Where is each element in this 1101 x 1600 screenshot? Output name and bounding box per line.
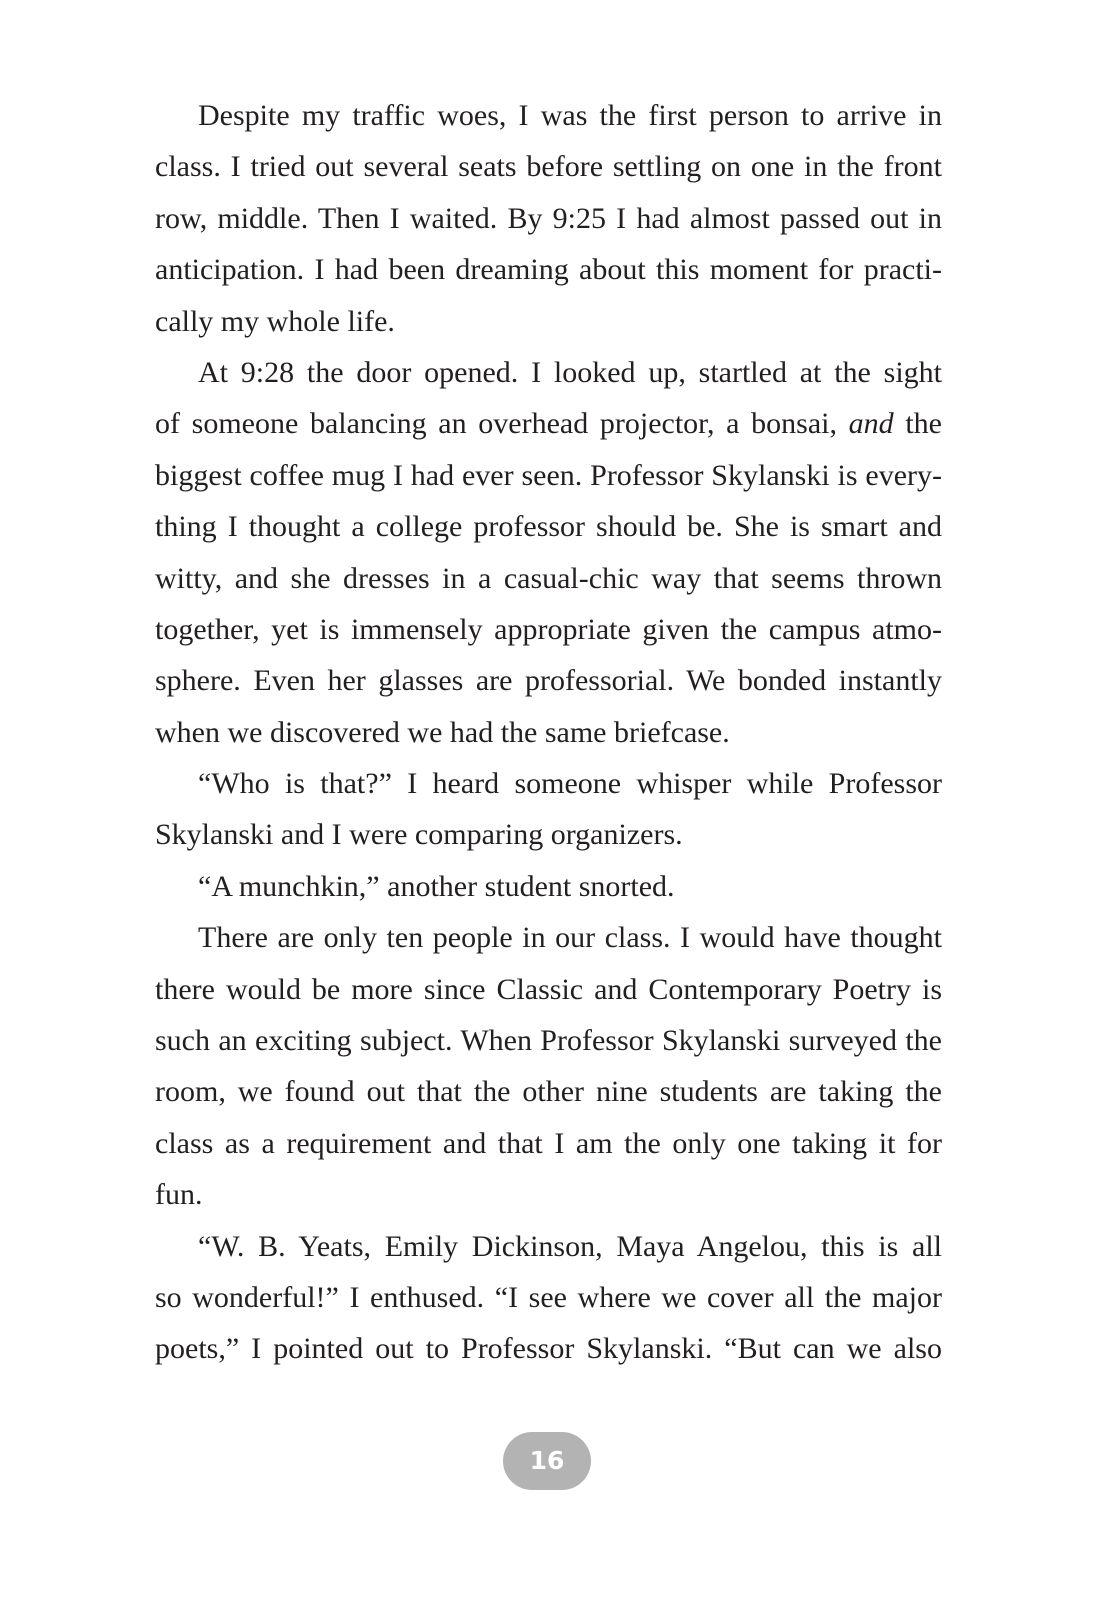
text-line: class as a requirement and that I am the only one taking it for (155, 1126, 942, 1160)
body-text (155, 90, 942, 1375)
text-line: of someone balancing an overhead projector, a bonsai, and the (155, 407, 942, 441)
text-line: anticipation. I had been dreaming about this moment for practi- (155, 253, 942, 287)
text-line: witty, and she dresses in a casual-chic way that seems thrown (155, 561, 942, 595)
text-line: together, yet is immensely appropriate given the campus atmo- (155, 612, 942, 646)
text-line: There are only ten people in our class. I would have thought (198, 921, 942, 955)
text-line: cally my whole life. (155, 304, 395, 338)
text-line: “Who is that?” I heard someone whisper while Professor (198, 767, 942, 801)
emphasis: and (848, 407, 894, 441)
text-line: At 9:28 the door opened. I looked up, startled at the sight (198, 355, 942, 389)
text-line: row, middle. Then I waited. By 9:25 I had almost passed out in (155, 201, 942, 235)
text-line: biggest coffee mug I had ever seen. Professor Skylanski is every- (155, 458, 942, 492)
text-line: such an exciting subject. When Professor Skylanski surveyed the (155, 1024, 942, 1058)
text-line: room, we found out that the other nine students are taking the (155, 1075, 942, 1109)
text-line: “W. B. Yeats, Emily Dickinson, Maya Angelou, this is all (198, 1229, 942, 1263)
text-line: so wonderful!” I enthused. “I see where we cover all the major (155, 1280, 942, 1314)
text-line: fun. (155, 1178, 203, 1212)
text-line: “A munchkin,” another student snorted. (198, 869, 675, 903)
text-line: when we discovered we had the same briefcase. (155, 715, 730, 749)
text-line: class. I tried out several seats before settling on one in the front (155, 150, 942, 184)
page-number-badge: 16 (503, 1432, 591, 1490)
text-line: poets,” I pointed out to Professor Skylanski. “But can we also (155, 1332, 942, 1366)
text-line: Despite my traffic woes, I was the first person to arrive in (198, 99, 942, 132)
text-line: thing I thought a college professor should be. She is smart and (155, 510, 942, 544)
text-line: there would be more since Classic and Contemporary Poetry is (155, 972, 942, 1006)
text-line: sphere. Even her glasses are professorial. We bonded instantly (155, 664, 942, 698)
text-line: Skylanski and I were comparing organizers. (155, 818, 683, 852)
